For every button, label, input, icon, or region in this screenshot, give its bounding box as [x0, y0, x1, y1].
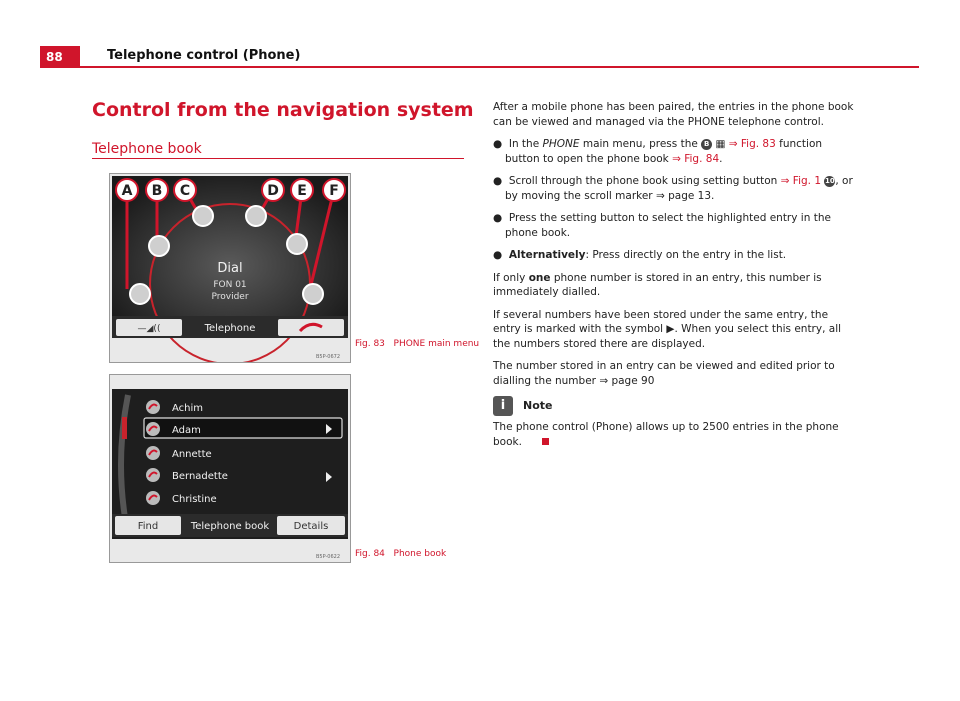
badge-b: B: [701, 139, 712, 150]
caption-fig84-number: Fig. 84: [355, 549, 385, 559]
provider-label: Provider: [211, 292, 249, 302]
fig83-link[interactable]: ⇒ Fig. 83: [728, 138, 776, 150]
scroll-marker[interactable]: [122, 417, 127, 439]
bullet-scroll: ● Scroll through the phone book using setting button ⇒ Fig. 1 10, or by moving the scroll marker ⇒ page 13.: [493, 175, 853, 202]
caption-fig83-text: PHONE main menu: [393, 339, 480, 349]
list-item[interactable]: Annette: [172, 449, 212, 460]
list-item[interactable]: Achim: [172, 403, 204, 414]
single-number-paragraph: If only one phone number is stored in an entry, this number is immediately dialled.: [493, 271, 822, 298]
sms-icon[interactable]: [130, 284, 150, 304]
list-item[interactable]: Bernadette: [172, 471, 228, 482]
fig1-link[interactable]: ⇒ Fig. 1: [780, 175, 822, 187]
phonebook-icon[interactable]: [149, 236, 169, 256]
phonebook-icon: ▦: [715, 138, 726, 150]
note-header: [493, 396, 855, 416]
header-title: Telephone control (Phone): [107, 48, 301, 63]
dialled-calls-icon[interactable]: [246, 206, 266, 226]
figure-code: B5P-0622: [315, 554, 340, 560]
section-title: Control from the navigation system: [92, 99, 474, 121]
header-rule: [40, 66, 919, 68]
find-button-label: Find: [137, 521, 159, 532]
details-button-label: Details: [293, 521, 329, 532]
note-label: Note: [523, 398, 553, 412]
mute-icon: —◢((: [137, 324, 161, 334]
callout-e: E: [297, 183, 307, 199]
callout-a: A: [121, 183, 133, 199]
message-icon[interactable]: [303, 284, 323, 304]
callout-d: D: [267, 183, 279, 199]
info-icon: i: [493, 396, 513, 416]
received-calls-icon[interactable]: [287, 234, 307, 254]
bullet-open-phonebook: ● In the PHONE main menu, press the B ▦ ⇒ Fig. 83 function button to open the phone book ⇒ Fig. 84.: [493, 138, 823, 165]
caption-fig84-text: Phone book: [393, 549, 447, 559]
play-arrow-icon: ▶: [666, 323, 675, 335]
figure-phone-main-menu: [109, 173, 351, 363]
multiple-numbers-paragraph: If several numbers have been stored under the same entry, the entry is marked with the symbol ▶. When you select this entry, all the numbers stored there are displayed.: [493, 308, 842, 350]
telephone-book-bar-label: Telephone book: [190, 521, 270, 532]
list-item[interactable]: Adam: [172, 425, 201, 436]
fig84-link[interactable]: ⇒ Fig. 84: [672, 152, 720, 165]
bullet-select: ● Press the setting button to select the highlighted entry in the phone book.: [493, 212, 831, 239]
badge-10: 10: [825, 176, 835, 185]
end-of-section-icon: [542, 438, 549, 445]
missed-calls-icon[interactable]: [193, 206, 213, 226]
figure-code: B5P-0672: [315, 354, 340, 360]
list-item[interactable]: Christine: [172, 494, 217, 505]
phone-main-menu-screen: [110, 174, 350, 362]
note-paragraph: The phone control (Phone) allows up to 2500 entries in the phone book.: [493, 421, 839, 448]
section-subtitle: Telephone book: [92, 141, 202, 157]
subtitle-rule: [92, 158, 464, 159]
caption-fig83-number: Fig. 83: [355, 339, 385, 349]
edit-number-paragraph: The number stored in an entry can be viewed and edited prior to dialling the number ⇒ page 90: [493, 360, 835, 387]
callout-f: F: [329, 183, 339, 199]
dial-label[interactable]: Dial: [217, 261, 243, 276]
page-number: 88: [40, 46, 80, 68]
caption-fig83: [355, 339, 479, 350]
figure-phone-book: [109, 374, 351, 563]
caption-fig84: [355, 549, 446, 560]
intro-paragraph: After a mobile phone has been paired, the entries in the phone book can be viewed and managed via the PHONE telephone control.: [493, 101, 854, 128]
body-text: [493, 100, 855, 457]
call-button[interactable]: [278, 319, 344, 336]
bullet-alternatively: ● Alternatively: Press directly on the entry in the list.: [493, 249, 787, 261]
callout-c: C: [179, 183, 191, 199]
callout-b: B: [151, 183, 163, 199]
phone-book-screen: [110, 375, 350, 562]
fon-label: FON 01: [213, 280, 247, 290]
telephone-bar-label: Telephone: [204, 323, 256, 334]
